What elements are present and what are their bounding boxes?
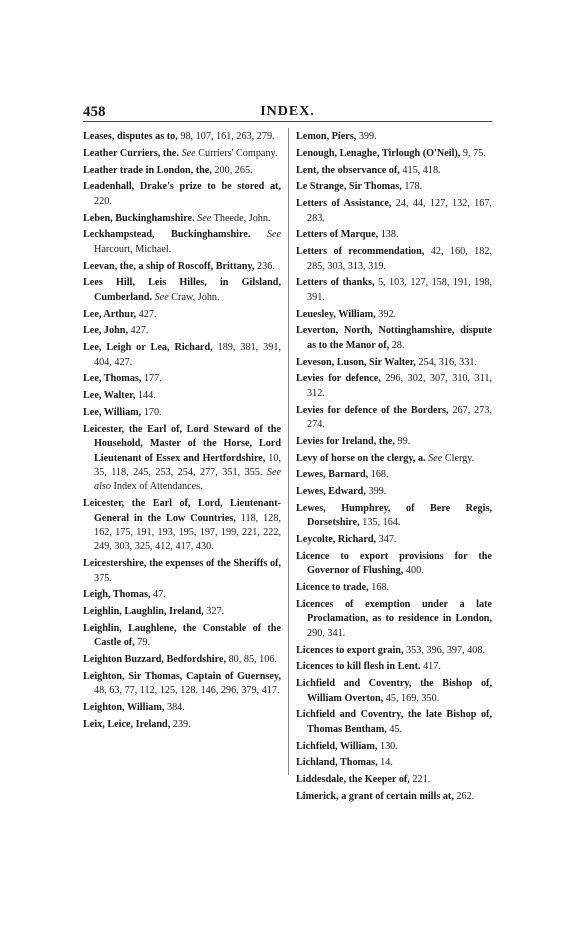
entry-heading: Leverton, North, Nottinghamshire, dispute as to the Manor of, xyxy=(296,325,492,351)
entry-heading: Lee, Leigh or Lea, Richard, xyxy=(83,342,213,354)
index-entry xyxy=(83,260,281,274)
index-entry xyxy=(296,740,492,754)
entry-pages: 144. xyxy=(135,390,156,402)
entry-pages: 130. xyxy=(377,740,398,752)
entry-heading: Leicester, the Earl of, Lord, Lieutenant-General in the Low Countries, xyxy=(83,498,281,524)
entry-heading: Lee, Arthur, xyxy=(83,308,137,320)
entry-pages: 168. xyxy=(368,469,389,481)
entry-heading: Letters of recommendation, xyxy=(296,246,425,258)
entry-pages: 28. xyxy=(389,339,405,351)
index-entry xyxy=(296,756,492,770)
entry-heading: Lichfield and Coventry, the late Bishop of, Thomas Bentham, xyxy=(296,709,492,735)
entry-heading: Leicester, the Earl of, Lord Steward of the Household, Master of the Horse, Lord Lieutenant of Essex and Hertfordshire, xyxy=(83,423,281,464)
entry-pages: 327. xyxy=(203,606,225,618)
entry-pages: 5, 103, 127, 158, 191, 198, 391. xyxy=(307,277,492,303)
see-reference-target: Theede, John. xyxy=(211,212,271,224)
index-entry xyxy=(83,276,281,305)
index-entry xyxy=(296,404,492,433)
entry-heading: Letters of Marque, xyxy=(296,229,379,241)
index-entry xyxy=(296,708,492,737)
entry-pages: 42, 160, 182, 285, 303, 313, 319. xyxy=(307,246,492,272)
index-entry xyxy=(296,197,492,226)
entry-pages: 45. xyxy=(386,723,403,735)
index-entry xyxy=(296,130,492,144)
index-entry xyxy=(83,130,281,144)
entry-heading: Lichfield, William, xyxy=(296,740,378,752)
entry-heading: Lewes, Edward, xyxy=(296,486,366,498)
entry-heading: Lichfield and Coventry, the Bishop of, William Overton, xyxy=(296,678,492,704)
entry-heading: Lees Hill, Leis Hilles, in Gilsland, Cumberland. xyxy=(83,277,281,303)
running-title: INDEX. xyxy=(260,104,315,119)
index-entry xyxy=(296,773,492,787)
see-reference-target: Index of Attendances. xyxy=(110,481,203,493)
entry-pages: 236. xyxy=(254,260,275,272)
entry-pages: 118, 128, 162, 175, 191, 193, 195, 197, 199, 221, 222, 249, 303, 325, 412, 417, 430. xyxy=(94,512,281,553)
entry-heading: Leckhampstead, Buckinghamshire. xyxy=(83,229,251,241)
page-number: 458 xyxy=(83,104,106,120)
entry-pages: 200, 265. xyxy=(211,164,253,176)
entry-pages: 399. xyxy=(365,486,387,498)
index-entry xyxy=(296,581,492,595)
index-entry xyxy=(296,485,492,499)
index-entry xyxy=(296,435,492,449)
entry-pages: 239. xyxy=(170,719,191,731)
entry-pages: 168. xyxy=(368,582,390,594)
index-entry xyxy=(296,372,492,401)
entry-pages: 392. xyxy=(375,308,397,320)
entry-pages: 10, 35, 118, 245, 253, 254, 277, 351, 355. xyxy=(94,452,282,478)
entry-heading: Leighton, Sir Thomas, Captain of Guernsey, xyxy=(83,671,281,683)
entry-heading: Leben, Buckinghamshire. xyxy=(83,212,195,224)
entry-heading: Leigh, Thomas, xyxy=(83,589,151,601)
entry-heading: Leycolte, Richard, xyxy=(296,534,377,546)
index-entry xyxy=(83,180,281,209)
entry-pages: 45, 169, 350. xyxy=(383,692,440,704)
entry-heading: Lent, the observance of, xyxy=(296,164,400,176)
entry-heading: Licence to trade, xyxy=(296,582,369,594)
index-entry xyxy=(296,502,492,531)
entry-pages: 384. xyxy=(164,702,185,714)
entry-pages: 296, 302, 307, 310, 311, 312. xyxy=(307,373,492,399)
entry-heading: Licences to export grain, xyxy=(296,644,404,656)
index-entry xyxy=(83,557,281,586)
entry-pages: 79. xyxy=(134,637,151,649)
entry-pages: 415, 418. xyxy=(399,164,441,176)
index-entry xyxy=(83,605,281,619)
entry-pages: 189, 381, 391, 404, 427. xyxy=(94,342,281,368)
entry-heading: Letters of thanks, xyxy=(296,277,375,289)
index-entry xyxy=(296,677,492,706)
entry-pages: 135, 164. xyxy=(359,517,401,529)
entry-heading: Leather trade in London, the, xyxy=(83,164,212,176)
entry-pages: 178. xyxy=(401,181,423,193)
entry-heading: Lewes, Humphrey, of Bere Regis, Dorsetshire, xyxy=(296,502,492,529)
column-divider xyxy=(288,128,289,775)
see-reference-target: Craw, John. xyxy=(168,291,220,303)
entry-heading: Letters of Assistance, xyxy=(296,198,392,210)
index-entry xyxy=(296,324,492,353)
index-entry xyxy=(296,276,492,305)
entry-heading: Leveson, Luson, Sir Walter, xyxy=(296,356,416,368)
index-entry xyxy=(83,497,281,555)
entry-pages: 427. xyxy=(136,308,157,320)
index-entry xyxy=(83,389,281,403)
entry-heading: Lenough, Lenaghe, Tirlough (O'Neil), xyxy=(296,147,461,159)
entry-heading: Lee, Walter, xyxy=(83,390,136,402)
index-entry xyxy=(83,372,281,386)
entry-pages: 80, 85, 106. xyxy=(226,654,277,666)
see-reference-label: See xyxy=(194,212,212,224)
entry-pages: 98, 107, 161, 263, 279. xyxy=(177,131,275,142)
page-header xyxy=(83,104,492,120)
see-reference-label: See xyxy=(152,291,169,303)
index-entry xyxy=(296,180,492,194)
entry-pages: 400. xyxy=(403,565,424,577)
entry-heading: Leighlin, Laughlin, Ireland, xyxy=(83,606,204,618)
index-entry xyxy=(296,468,492,482)
entry-pages: 267, 273, 274. xyxy=(307,404,492,430)
entry-pages: 262. xyxy=(453,790,475,802)
entry-pages: 347. xyxy=(376,534,397,546)
index-entry xyxy=(296,147,492,161)
index-entry xyxy=(83,701,281,715)
index-entry xyxy=(83,341,281,370)
index-entry xyxy=(296,533,492,547)
entry-heading: Lemon, Piers, xyxy=(296,131,357,142)
index-entry xyxy=(296,356,492,370)
right-column xyxy=(296,130,492,807)
entry-pages: 353, 396, 397, 408. xyxy=(403,644,486,656)
entry-heading: Licences of exemption under a late Proclamation, as to residence in London, xyxy=(296,598,492,625)
entry-heading: Lee, John, xyxy=(83,325,128,337)
see-reference-label: See xyxy=(425,452,443,464)
entry-heading: Levies for Ireland, the, xyxy=(296,435,395,447)
index-entry xyxy=(83,653,281,667)
entry-heading: Leadenhall, Drake's prize to be stored at, xyxy=(83,181,281,193)
entry-pages: 47. xyxy=(150,589,166,601)
entry-heading: Lee, Thomas, xyxy=(83,373,142,385)
see-reference-label: See xyxy=(250,229,281,241)
entry-pages: 417. xyxy=(420,661,441,673)
index-entry xyxy=(296,644,492,658)
entry-heading: Levy of horse on the clergy, a. xyxy=(296,452,426,464)
entry-heading: Leuesley, William, xyxy=(296,308,376,320)
entry-pages: 170. xyxy=(141,406,162,418)
entry-pages: 254, 316, 331. xyxy=(415,356,477,368)
index-entry xyxy=(83,147,281,161)
see-reference-target: Harcourt, Michael. xyxy=(94,243,172,255)
index-entry xyxy=(296,308,492,322)
entry-heading: Leather Curriers, the. xyxy=(83,147,180,159)
entry-pages: 138. xyxy=(378,229,399,241)
left-column xyxy=(83,130,281,735)
index-entry xyxy=(83,406,281,420)
entry-heading: Leighlin, Laughlene, the Constable of the Castle of, xyxy=(83,623,281,649)
entry-pages: 375. xyxy=(94,572,112,584)
see-reference-label: See xyxy=(179,147,196,159)
see-reference-target: Curriers' Company. xyxy=(195,147,278,159)
entry-heading: Licence to export provisions for the Governor of Flushing, xyxy=(296,550,492,577)
entry-heading: Leicestershire, the expenses of the Sheriffs of, xyxy=(83,558,281,570)
entry-pages: 24, 44, 127, 132, 167, 283. xyxy=(307,198,492,224)
entry-heading: Limerick, a grant of certain mills at, xyxy=(296,790,454,802)
index-entry xyxy=(296,790,492,804)
index-entry xyxy=(83,308,281,322)
entry-pages: 220. xyxy=(94,195,112,207)
see-reference-label: See also xyxy=(94,467,282,493)
entry-heading: Leases, disputes as to, xyxy=(83,131,178,142)
entry-heading: Leix, Leice, Ireland, xyxy=(83,719,171,731)
entry-pages: 290, 341. xyxy=(307,627,346,639)
index-entry xyxy=(83,588,281,602)
index-entry xyxy=(296,660,492,674)
entry-pages: 399. xyxy=(356,131,377,142)
entry-pages: 48, 63, 77, 112, 125, 128. 146, 296, 379, 417. xyxy=(94,685,280,697)
index-entry xyxy=(296,550,492,579)
entry-heading: Leighton Buzzard, Bedfordshire, xyxy=(83,654,227,666)
entry-heading: Le Strange, Sir Thomas, xyxy=(296,181,402,193)
entry-heading: Lee, William, xyxy=(83,406,142,418)
index-entry xyxy=(83,423,281,495)
header-rule xyxy=(83,121,492,122)
index-entry xyxy=(83,212,281,226)
entry-pages: 177. xyxy=(141,373,162,385)
see-reference-target: Clergy. xyxy=(442,452,475,464)
entry-heading: Leighton, William, xyxy=(83,702,165,714)
index-entry xyxy=(296,228,492,242)
index-entry xyxy=(83,324,281,338)
entry-pages: 99. xyxy=(394,435,411,447)
entry-heading: Licences to kill flesh in Lent. xyxy=(296,661,421,673)
entry-pages: 14. xyxy=(377,757,393,769)
entry-heading: Leevan, the, a ship of Roscoff, Brittany, xyxy=(83,260,255,272)
index-entry xyxy=(296,245,492,274)
entry-pages: 221. xyxy=(409,774,431,786)
index-entry xyxy=(83,718,281,732)
entry-pages: 9, 75. xyxy=(460,147,486,159)
entry-heading: Lichland, Thomas, xyxy=(296,757,378,769)
index-entry xyxy=(83,670,281,699)
index-entry xyxy=(83,228,281,257)
entry-heading: Levies for defence, xyxy=(296,373,381,385)
entry-pages: 427. xyxy=(128,325,149,337)
index-entry xyxy=(296,598,492,641)
index-entry xyxy=(83,622,281,651)
index-entry xyxy=(83,164,281,178)
entry-heading: Lewes, Barnard, xyxy=(296,469,369,481)
index-entry xyxy=(296,452,492,466)
index-entry xyxy=(296,164,492,178)
entry-heading: Levies for defence of the Borders, xyxy=(296,404,449,416)
entry-heading: Liddesdale, the Keeper of, xyxy=(296,774,410,786)
